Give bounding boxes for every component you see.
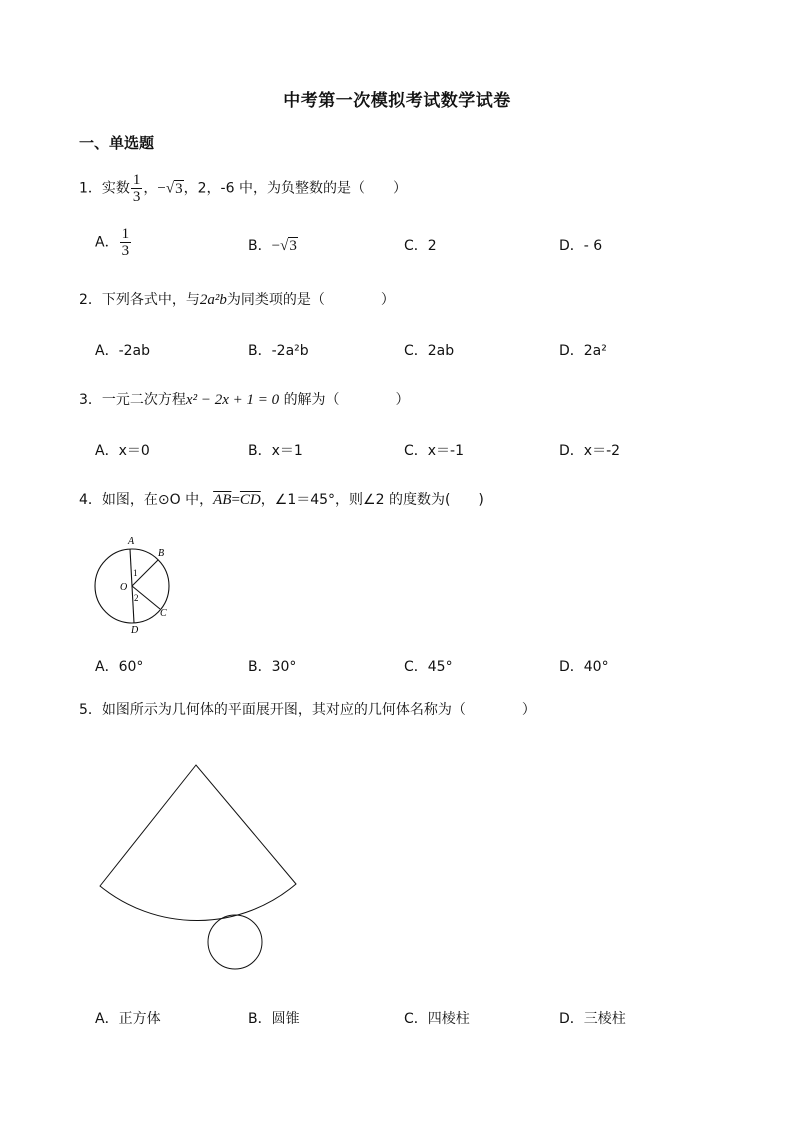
question-number: 4． xyxy=(79,492,102,508)
question-text: 一元二次方程 xyxy=(101,392,186,408)
option-c[interactable]: C．2ab xyxy=(404,343,455,359)
question-2 xyxy=(79,289,395,309)
option-b[interactable]: B．-2a²b xyxy=(248,343,309,359)
option-a[interactable]: A．正方体 xyxy=(95,1011,161,1027)
option-a[interactable] xyxy=(95,226,132,259)
question-5 xyxy=(79,699,536,719)
minus-sign: − xyxy=(271,238,281,254)
option-c[interactable]: C．2 xyxy=(404,238,437,254)
option-d[interactable]: D．- 6 xyxy=(559,238,603,254)
option-label: A． xyxy=(95,234,119,251)
option-a[interactable]: A．x＝0 xyxy=(95,443,150,459)
fraction xyxy=(120,226,132,259)
page-title: 中考第一次模拟考试数学试卷 xyxy=(283,91,511,111)
denominator: 3 xyxy=(132,189,141,205)
sector xyxy=(100,765,296,921)
section-heading: 一、单选题 xyxy=(79,134,155,152)
question-text: 下列各式中，与 xyxy=(101,292,200,308)
question-text: 实数 xyxy=(101,180,130,197)
radicand: 3 xyxy=(289,238,297,254)
math-expression: x² − 2x + 1 = 0 xyxy=(185,392,280,408)
option-d[interactable]: D．x＝-2 xyxy=(559,443,621,459)
option-a[interactable]: A．-2ab xyxy=(95,343,151,359)
cone-net-figure xyxy=(90,755,310,977)
sqrt-expression: −√3 xyxy=(157,180,183,197)
sqrt-expression: −√3 xyxy=(271,238,297,254)
option-b[interactable]: B．圆锥 xyxy=(248,1011,300,1027)
equals-sign: = xyxy=(231,492,240,508)
question-1 xyxy=(79,172,407,205)
math-expression: 2a²b xyxy=(199,292,227,308)
question-text: 如图，在⊙O 中， xyxy=(101,492,214,508)
label-o: O xyxy=(120,582,128,593)
base-circle xyxy=(208,915,262,969)
question-number: 5． xyxy=(79,702,102,718)
radicand: 3 xyxy=(175,180,183,197)
option-a[interactable]: A．60° xyxy=(95,659,144,675)
label-angle-2: 2 xyxy=(134,593,139,603)
question-number: 1． xyxy=(79,180,102,197)
option-c[interactable]: C．四棱柱 xyxy=(404,1011,470,1027)
numerator: 1 xyxy=(132,172,141,188)
minus-sign: − xyxy=(157,180,166,197)
option-d[interactable]: D．三棱柱 xyxy=(559,1011,626,1027)
separator: ， xyxy=(143,180,158,197)
fraction xyxy=(131,172,143,205)
question-text-rest: 为同类项的是（ ） xyxy=(226,292,395,308)
label-c: C xyxy=(160,608,167,619)
option-b[interactable]: B．30° xyxy=(248,659,297,675)
question-text-rest: ，2，-6 中，为负整数的是（ ） xyxy=(183,180,407,197)
question-number: 2． xyxy=(79,292,102,308)
numerator: 1 xyxy=(121,226,130,242)
question-text: 如图所示为几何体的平面展开图，其对应的几何体名称为（ ） xyxy=(101,702,536,718)
denominator: 3 xyxy=(121,243,130,259)
arc-cd: $\overline{CD}$ xyxy=(239,492,261,508)
question-number: 3． xyxy=(79,392,102,408)
question-3 xyxy=(79,389,410,409)
option-c[interactable]: C．45° xyxy=(404,659,453,675)
option-b[interactable]: B．x＝1 xyxy=(248,443,303,459)
label-b: B xyxy=(158,548,165,559)
question-text-rest: 的解为（ ） xyxy=(283,392,410,408)
option-d[interactable]: D．2a² xyxy=(559,343,607,359)
arc-ab: $\overline{AB}$ xyxy=(213,492,232,508)
option-label: B． xyxy=(248,238,272,254)
option-b[interactable] xyxy=(248,235,298,255)
option-d[interactable]: D．40° xyxy=(559,659,609,675)
question-text-rest: ，∠1＝45°，则∠2 的度数为( ) xyxy=(260,492,484,508)
label-d: D xyxy=(131,625,139,636)
label-a: A xyxy=(128,536,135,547)
option-c[interactable]: C．x＝-1 xyxy=(404,443,465,459)
circle-figure xyxy=(86,532,178,638)
question-4 xyxy=(79,489,484,509)
label-angle-1: 1 xyxy=(133,568,138,578)
